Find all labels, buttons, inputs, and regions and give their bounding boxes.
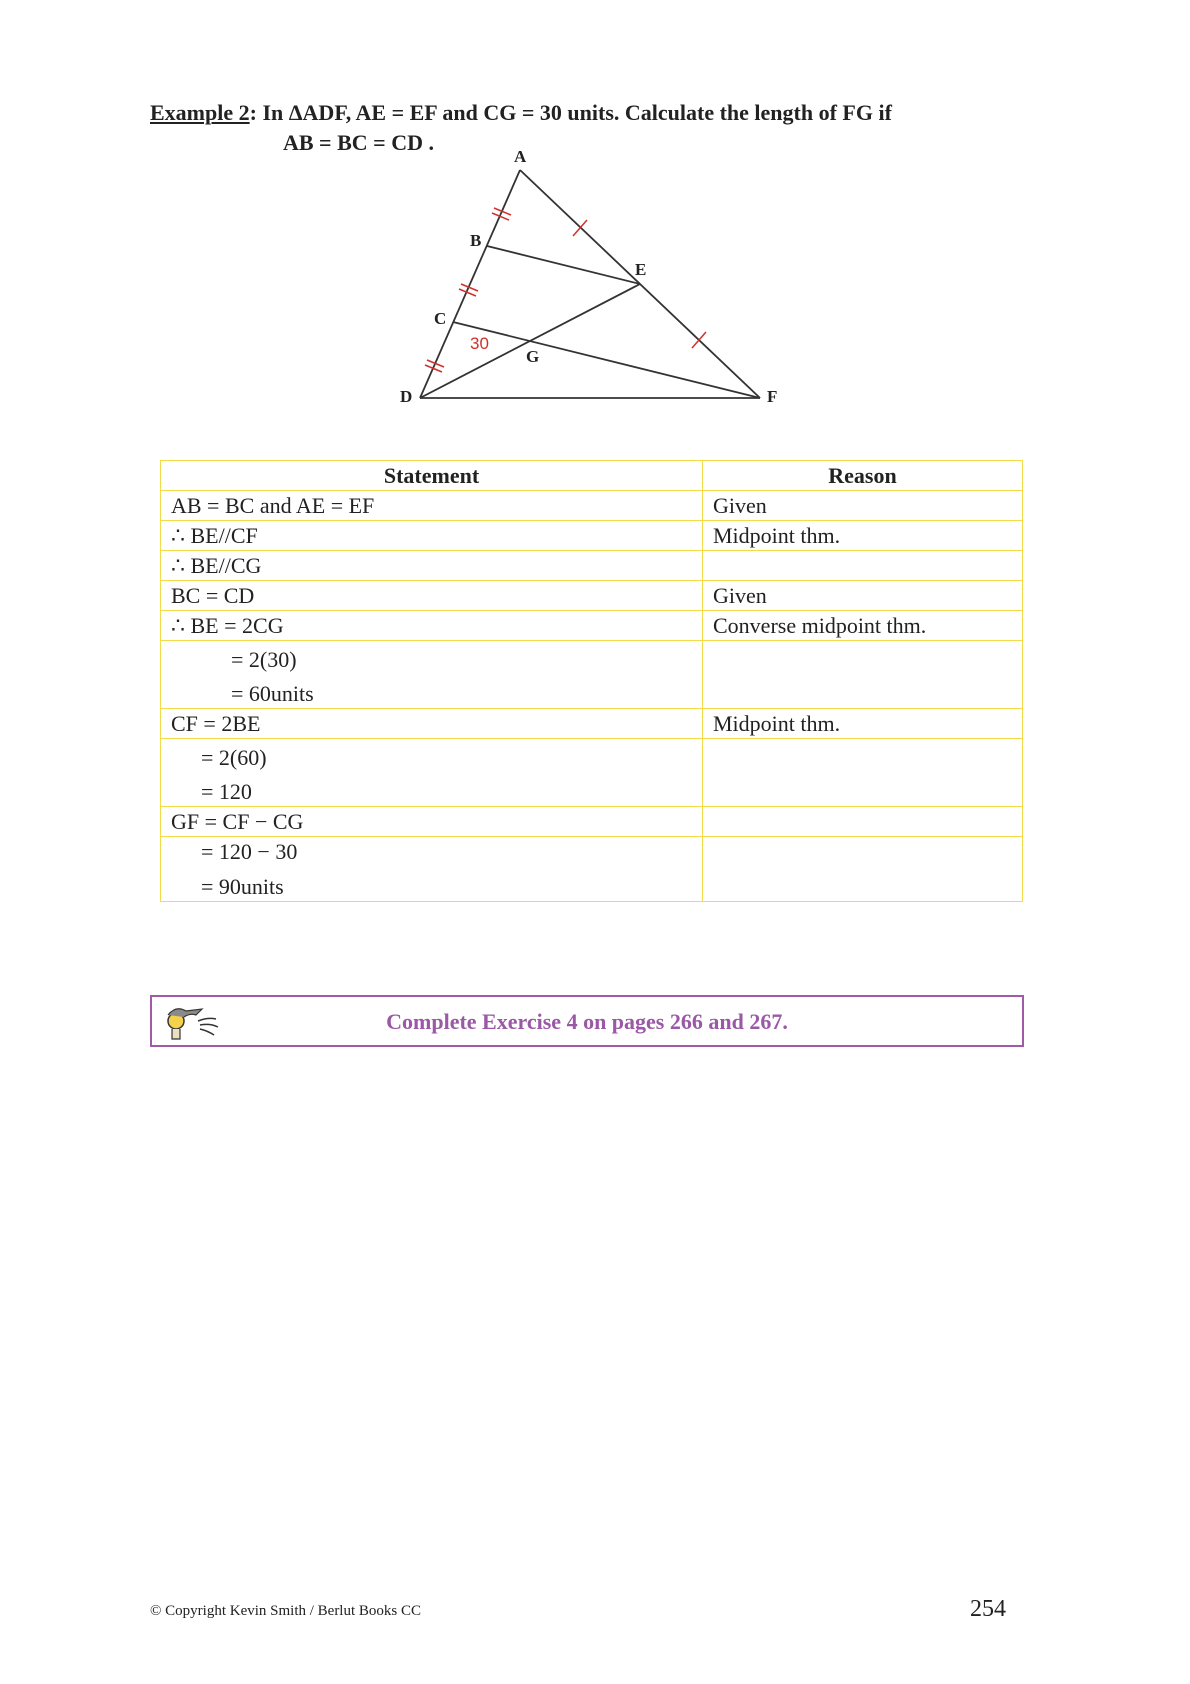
reason-cell: [703, 807, 1023, 837]
vertex-g-label: G: [526, 347, 540, 366]
reason-cell: [703, 837, 1023, 902]
table-row: [161, 521, 1023, 551]
table-row: [161, 581, 1023, 611]
table-row: [161, 739, 1023, 807]
vertex-e-label: E: [635, 260, 647, 279]
reason-cell: Given: [703, 581, 1023, 611]
reason-cell: Converse midpoint thm.: [703, 611, 1023, 641]
table-row: [161, 641, 1023, 709]
calc-step: = 2(30): [231, 647, 297, 672]
segment-de: [420, 284, 640, 398]
table-row: [161, 837, 1023, 902]
segment-be: [487, 246, 640, 284]
reason-cell: Given: [703, 491, 1023, 521]
reason-header: Reason: [703, 461, 1023, 491]
reason-cell: Midpoint thm.: [703, 521, 1023, 551]
reason-cell: [703, 641, 1023, 709]
statement-cell: ∴ BE//CG: [161, 551, 703, 581]
calc-step: = 2(60): [201, 745, 267, 770]
example-line-1: [150, 98, 1030, 128]
segment-cg-label: 30: [470, 334, 489, 353]
proof-table: [160, 460, 1023, 902]
calc-step: = 90units: [201, 874, 284, 899]
statement-cell: BC = CD: [161, 581, 703, 611]
exercise-box: [150, 995, 1024, 1047]
reason-cell: [703, 739, 1023, 807]
calc-step: = 120 − 30: [201, 839, 298, 864]
example-question: : In ΔADF, AE = EF and CG = 30 units. Calculate the length of FG if: [249, 100, 892, 125]
copyright-notice: © Copyright Kevin Smith / Berlut Books CC: [150, 1603, 421, 1619]
table-header-row: [161, 461, 1023, 491]
statement-cell: [161, 641, 703, 709]
statement-cell: GF = CF − CG: [161, 807, 703, 837]
table-row: [161, 551, 1023, 581]
calc-step: = 120: [201, 779, 252, 804]
vertex-c-label: C: [434, 309, 447, 328]
table-row: [161, 491, 1023, 521]
statement-header: Statement: [161, 461, 703, 491]
example-line-2: AB = BC = CD .: [283, 130, 434, 155]
reason-cell: [703, 551, 1023, 581]
page-number: 254: [970, 1596, 1006, 1622]
statement-cell: [161, 837, 703, 902]
statement-cell: ∴ BE//CF: [161, 521, 703, 551]
statement-cell: ∴ BE = 2CG: [161, 611, 703, 641]
reason-cell: Midpoint thm.: [703, 709, 1023, 739]
vertex-f-label: F: [767, 387, 778, 406]
example-heading: [150, 98, 1030, 158]
triangle-figure: [390, 150, 790, 420]
vertex-d-label: D: [400, 387, 413, 406]
calc-step: = 60units: [231, 681, 314, 706]
statement-cell: [161, 739, 703, 807]
table-row: [161, 709, 1023, 739]
table-row: [161, 611, 1023, 641]
exercise-text: Complete Exercise 4 on pages 266 and 267.: [386, 1009, 788, 1034]
vertex-b-label: B: [470, 231, 482, 250]
statement-cell: CF = 2BE: [161, 709, 703, 739]
table-row: [161, 807, 1023, 837]
segment-cf: [453, 322, 760, 398]
vertex-a-label: A: [514, 150, 527, 166]
triangle-diagram: [390, 150, 790, 420]
statement-cell: AB = BC and AE = EF: [161, 491, 703, 521]
example-label: Example 2: [150, 100, 250, 125]
